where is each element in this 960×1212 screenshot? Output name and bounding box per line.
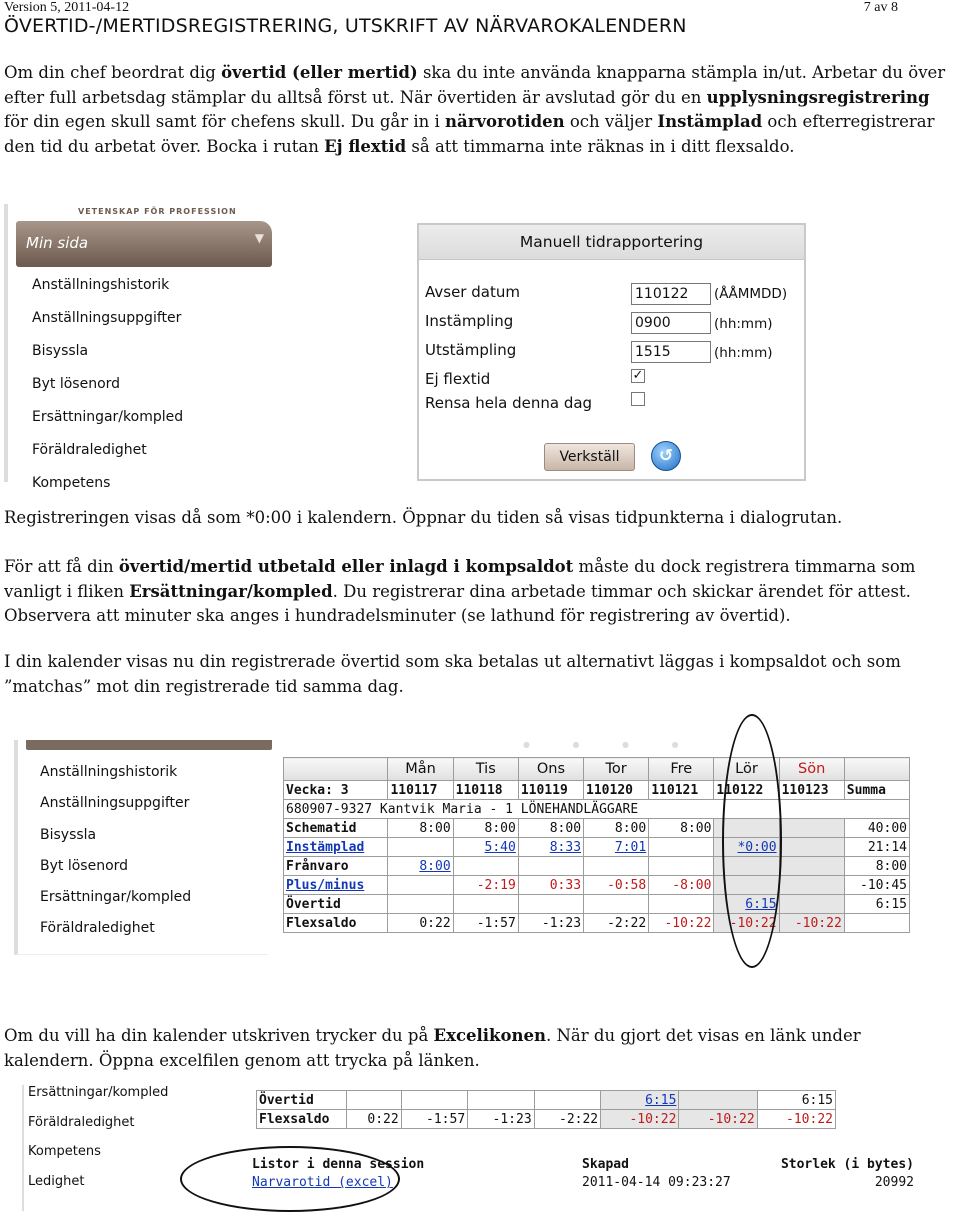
calendar-cell: -8:00: [649, 876, 714, 895]
calendar-cell: 0:22: [347, 1110, 402, 1129]
calendar-cell: [388, 838, 453, 857]
sum-cell: 6:15: [757, 1091, 835, 1110]
calendar-cell: -1:57: [453, 914, 518, 933]
calendar-cell: [388, 895, 453, 914]
calendar-link[interactable]: 7:01: [584, 838, 649, 857]
calendar-link[interactable]: 5:40: [453, 838, 518, 857]
date-cell[interactable]: 110122: [714, 781, 779, 800]
calendar-paragraph: I din kalender visas nu din registrerade övertid som ska betalas ut alternativt läggas i kompsaldot och som ”matchas” mot din registrerade tid samma dag.: [4, 652, 901, 696]
calendar-cell: -1:23: [468, 1110, 534, 1129]
page-number: 7 av 8: [863, 0, 898, 15]
document-title: ÖVERTID-/MERTIDSREGISTRERING, UTSKRIFT AV NÄRVAROKALENDERN: [4, 15, 687, 37]
calendar-cell: [518, 895, 583, 914]
calendar-cell: [453, 857, 518, 876]
chevron-down-icon[interactable]: ▼: [254, 231, 264, 245]
calendar-cell: [584, 895, 649, 914]
menu-item-anstallningsuppgifter[interactable]: Anställningsuppgifter: [32, 310, 182, 326]
menu-item-kompetens[interactable]: Kompetens: [28, 1144, 101, 1159]
calendar-cell: [779, 819, 844, 838]
menu-item-bisyssla[interactable]: Bisyssla: [32, 343, 89, 359]
calendar-cell: -10:22: [649, 914, 714, 933]
menu-item-foraldraledighet[interactable]: Föräldraledighet: [28, 1114, 135, 1130]
file-size: 20992: [874, 1175, 914, 1190]
day-header: Tis: [453, 758, 518, 781]
toolbar-dots: ● ● ● ●: [523, 740, 699, 749]
sum-cell: 21:14: [844, 838, 909, 857]
menu-item-anstallningsuppgifter[interactable]: Anställningsuppgifter: [40, 795, 190, 812]
version-text: Version 5, 2011-04-12: [4, 0, 130, 15]
sum-cell: 40:00: [844, 819, 909, 838]
calendar-cell: -1:23: [518, 914, 583, 933]
highlight-ellipse: [722, 714, 782, 968]
files-column-lists: Listor i denna session: [252, 1157, 425, 1172]
menu-item-kompetens[interactable]: Kompetens: [32, 475, 111, 491]
created-timestamp: 2011-04-14 09:23:27: [582, 1175, 731, 1190]
day-header: Mån: [388, 758, 453, 781]
sum-cell: -10:45: [844, 876, 909, 895]
calendar-cell: 8:00: [518, 819, 583, 838]
calendar-cell: -2:22: [534, 1110, 600, 1129]
calendar-cell: 8:00: [649, 819, 714, 838]
corner-cell: [284, 758, 388, 781]
day-header: Sön: [779, 758, 844, 781]
out-time-input[interactable]: 1515: [631, 341, 711, 363]
calendar-cell: [347, 1091, 402, 1110]
date-cell[interactable]: 110119: [518, 781, 583, 800]
menu-item-anstallningshistorik[interactable]: Anställningshistorik: [40, 764, 178, 780]
date-cell[interactable]: 110118: [453, 781, 518, 800]
day-header: Fre: [649, 758, 714, 781]
person-row: 680907-9327 Kantvik Maria - 1 LÖNEHANDLÄGGARE: [284, 800, 910, 819]
row-label-schematid: Schematid: [284, 819, 388, 838]
menu-item-ersattningar[interactable]: Ersättningar/kompled: [40, 889, 192, 906]
min-sida-header[interactable]: [16, 221, 272, 267]
calendar-cell: 8:00: [388, 819, 453, 838]
calendar-cell: [779, 857, 844, 876]
calendar-cell: [518, 857, 583, 876]
min-sida-menu-2: [14, 740, 268, 955]
calendar-cell: -10:22: [679, 1110, 757, 1129]
row-label-flexsaldo: Flexsaldo: [257, 1110, 347, 1129]
row-label-overtid: Övertid: [257, 1091, 347, 1110]
out-time-label: Utstämpling: [425, 341, 517, 359]
calendar-cell: [649, 838, 714, 857]
date-cell[interactable]: 110123: [779, 781, 844, 800]
week-label: Vecka: 3: [284, 781, 388, 800]
calendar-cell: -2:19: [453, 876, 518, 895]
calendar-link[interactable]: *0:00: [714, 838, 779, 857]
highlight-ellipse: [180, 1146, 400, 1212]
brand-text: VETENSKAP FÖR PROFESSION: [78, 207, 237, 216]
sum-header-blank: [844, 758, 909, 781]
sum-cell: 8:00: [844, 857, 909, 876]
calendar-cell: 8:00: [453, 819, 518, 838]
calendar-cell: [679, 1091, 757, 1110]
sum-cell: 6:15: [844, 895, 909, 914]
registration-note: Registreringen visas då som *0:00 i kalendern. Öppnar du tiden så visas tidpunkterna i dialogrutan.: [4, 508, 843, 527]
in-time-label: Instämpling: [425, 312, 514, 330]
files-column-size: Storlek (i bytes): [780, 1157, 914, 1172]
date-format-hint: (ÅÅMMDD): [714, 286, 788, 302]
out-time-hint: (hh:mm): [714, 345, 773, 361]
clear-day-checkbox[interactable]: [631, 392, 645, 406]
date-cell[interactable]: 110121: [649, 781, 714, 800]
calendar-cell: -10:22: [601, 1110, 679, 1129]
min-sida-title: Min sida: [26, 234, 89, 252]
calendar-cell: [584, 857, 649, 876]
calendar-link[interactable]: 6:15: [601, 1091, 679, 1110]
menu-item-byt-losenord[interactable]: Byt lösenord: [40, 857, 129, 874]
calendar-cell: [401, 1091, 467, 1110]
menu-top-bar: [26, 740, 272, 750]
row-label-instamplad[interactable]: Instämplad: [284, 838, 388, 857]
apply-button[interactable]: Verkställ: [544, 443, 635, 471]
sum-cell: -10:22: [757, 1110, 835, 1129]
calendar-cell: [534, 1091, 600, 1110]
calendar-snippet: [256, 1090, 916, 1129]
day-header: Tor: [584, 758, 649, 781]
menu-item-anstallningshistorik[interactable]: Anställningshistorik: [32, 277, 170, 293]
calendar-cell: 0:33: [518, 876, 583, 895]
excel-link[interactable]: Narvarotid (excel): [252, 1175, 393, 1190]
manual-time-report-dialog: [417, 223, 806, 481]
date-label: Avser datum: [425, 283, 520, 301]
menu-item-foraldraledighet[interactable]: Föräldraledighet: [40, 920, 155, 937]
menu-item-ersattningar[interactable]: Ersättningar/kompled: [28, 1085, 169, 1100]
calendar-cell: -10:22: [779, 914, 844, 933]
calendar-cell: -1:57: [401, 1110, 467, 1129]
menu-item-bisyssla[interactable]: Bisyssla: [40, 826, 97, 843]
row-label-flexsaldo: Flexsaldo: [284, 914, 388, 933]
date-cell[interactable]: 110120: [584, 781, 649, 800]
calendar-cell: [388, 876, 453, 895]
row-label-overtid: Övertid: [284, 895, 388, 914]
calendar-cell: -2:22: [584, 914, 649, 933]
calendar-link[interactable]: 8:00: [388, 857, 453, 876]
day-header: Lör: [714, 758, 779, 781]
sum-cell: [844, 914, 909, 933]
calendar-table: [283, 757, 910, 933]
date-cell[interactable]: 110117: [388, 781, 453, 800]
sum-label: Summa: [844, 781, 909, 800]
calendar-link[interactable]: 8:33: [518, 838, 583, 857]
dialog-title: Manuell tidrapportering: [419, 225, 804, 260]
calendar-cell: -10:22: [714, 914, 779, 933]
in-time-hint: (hh:mm): [714, 316, 773, 332]
menu-item-ledighet[interactable]: Ledighet: [28, 1173, 85, 1189]
menu-item-ersattningar[interactable]: Ersättningar/kompled: [32, 409, 184, 425]
calendar-cell: [779, 838, 844, 857]
calendar-link[interactable]: 6:15: [714, 895, 779, 914]
date-input[interactable]: 110122: [631, 283, 711, 305]
in-time-input[interactable]: 0900: [631, 312, 711, 334]
clear-day-label: Rensa hela denna dag: [425, 394, 593, 412]
no-flex-label: Ej flextid: [425, 370, 491, 388]
files-column-created: Skapad: [582, 1157, 629, 1172]
calendar-cell: 0:22: [388, 914, 453, 933]
menu-item-foraldraledighet[interactable]: Föräldraledighet: [32, 442, 147, 458]
calendar-cell: [649, 857, 714, 876]
calendar-cell: 8:00: [584, 819, 649, 838]
no-flex-checkbox[interactable]: ✓: [632, 368, 644, 383]
day-header: Ons: [518, 758, 583, 781]
calendar-cell: [453, 895, 518, 914]
print-paragraph: Om du vill ha din kalender utskriven trycker du på Excelikonen. När du gjort det visas en länk under kalendern. Öppna excelfilen genom att trycka på länken.: [4, 1026, 861, 1070]
calendar-cell: [779, 876, 844, 895]
calendar-cell: [649, 895, 714, 914]
calendar-cell: [468, 1091, 534, 1110]
overtime-payment-paragraph: För att få din övertid/mertid utbetald eller inlagd i kompsaldot måste du dock registrera timmarna som vanligt i fliken Ersättningar/kompled. Du registrerar dina arbetade timmar och skickar ärendet för attest. Observera att minuter ska anges i hundradelsminuter (se lathund för registrering av övertid).: [4, 557, 916, 625]
min-sida-menu: [4, 204, 270, 491]
calendar-cell: [779, 895, 844, 914]
menu-item-byt-losenord[interactable]: Byt lösenord: [32, 376, 121, 392]
back-arrow-icon[interactable]: ↺: [651, 441, 681, 471]
row-label-plus-minus[interactable]: Plus/minus: [284, 876, 388, 895]
row-label-franvaro: Frånvaro: [284, 857, 388, 876]
intro-paragraph: Om din chef beordrat dig övertid (eller mertid) ska du inte använda knapparna stämpla in/ut. Arbetar du över efter full arbetsdag stämplar du alltså först ut. När övertiden är avslutad gör du en upplysningsregistrering för din egen skull samt för chefens skull. Du går in i närvorotiden och väljer Instämplad och efterregistrerar den tid du arbetat över. Bocka i rutan Ej flextid så att timmarna inte räknas in i ditt flexsaldo.: [4, 63, 946, 156]
calendar-cell: -0:58: [584, 876, 649, 895]
